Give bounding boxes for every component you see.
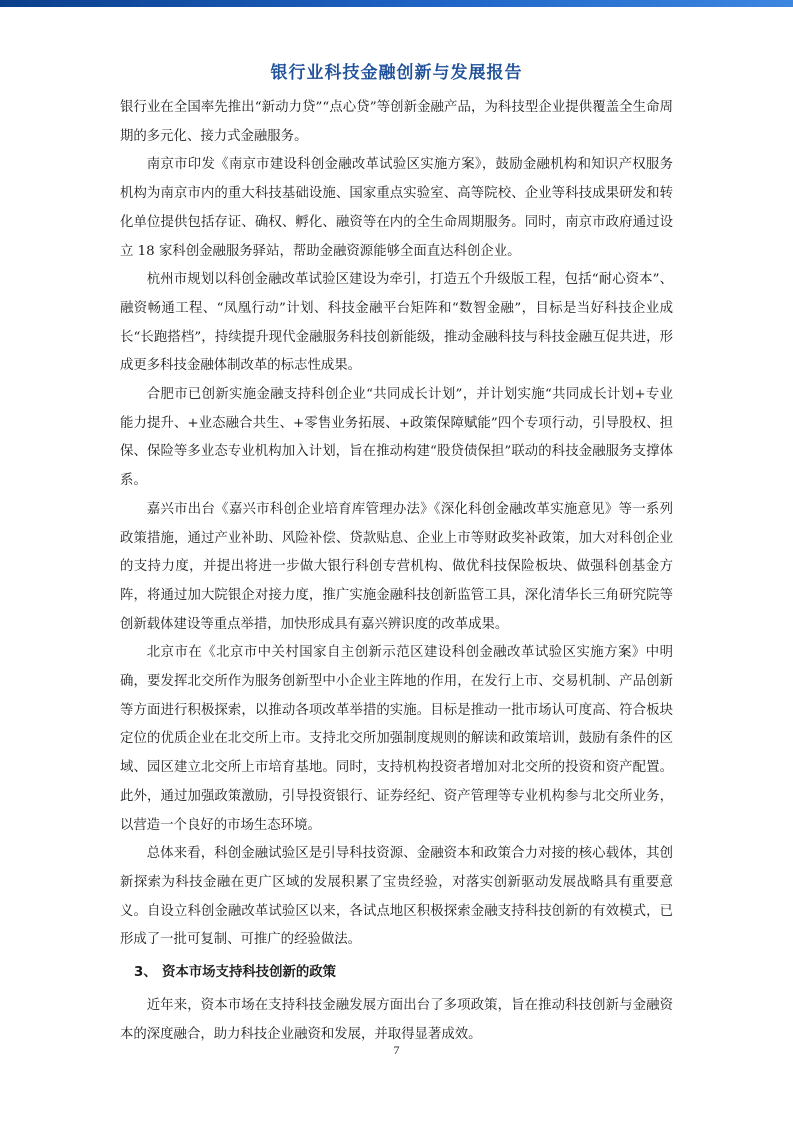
section-title: 资本市场支持科技创新的政策 — [162, 965, 337, 981]
section-number: 3、 — [134, 965, 157, 981]
body-paragraph: 合肥市已创新实施金融支持科创企业“共同成长计划”，并计划实施“共同成长计划+专业能力提升、+业态融合共生、+零售业务拓展、+政策保障赋能”四个专项行动，引导股权、担保、保险等多业态专业机构加入计划，旨在推动构建“股贷债保担”联动的科技金融服务支撑体系。 — [120, 387, 673, 489]
body-paragraph: 杭州市规划以科创金融改革试验区建设为牵引，打造五个升级版工程，包括“耐心资本”、融资畅通工程、“凤凰行动”计划、科技金融平台矩阵和“数智金融”，目标是当好科技企业成长“长跑搭档”，持续提升现代金融服务科技创新能级，推动金融科技与科技金融互促共进，形成更多科技金融体制改革的标志性成果。 — [120, 272, 673, 374]
document-body — [120, 94, 673, 1049]
body-paragraph: 南京市印发《南京市建设科创金融改革试验区实施方案》，鼓励金融机构和知识产权服务机构为南京市内的重大科技基础设施、国家重点实验室、高等院校、企业等科技成果研发和转化单位提供包括存证、确权、孵化、融资等在内的全生命周期服务。同时，南京市政府通过设立 18 家科创金融服务驿站，帮助金融资源能够全面直达科创企业。 — [120, 157, 673, 259]
body-paragraph: 总体来看，科创金融试验区是引导科技资源、金融资本和政策合力对接的核心载体，其创新探索为科技金融在更广区域的发展积累了宝贵经验，对落实创新驱动发展战略具有重要意义。自设立科创金融改革试验区以来，各试点地区积极探索金融支持科技创新的有效模式，已形成了一批可复制、可推广的经验做法。 — [120, 846, 673, 948]
body-paragraph: 近年来，资本市场在支持科技金融发展方面出台了多项政策，旨在推动科技创新与金融资本的深度融合，助力科技企业融资和发展，并取得显著成效。 — [120, 997, 673, 1042]
body-paragraph: 银行业在全国率先推出“新动力贷”“点心贷”等创新金融产品，为科技型企业提供覆盖全生命周期的多元化、接力式金融服务。 — [120, 100, 673, 144]
page-number: 7 — [393, 1043, 400, 1057]
report-header-title: 银行业科技金融创新与发展报告 — [270, 63, 523, 83]
header-color-band — [0, 0, 793, 7]
body-paragraph: 北京市在《北京市中关村国家自主创新示范区建设科创金融改革试验区实施方案》中明确，要发挥北交所作为服务创新型中小企业主阵地的作用，在发行上市、交易机制、产品创新等方面进行积极探索，以推动各项改革举措的实施。目标是推动一批市场认可度高、符合板块定位的优质企业在北交所上市。支持北交所加强制度规则的解读和政策培训，鼓励有条件的区域、园区建立北交所上市培育基地。同时，支持机构投资者增加对北交所的投资和资产配置。此外，通过加强政策激励，引导投资银行、证券经纪、资产管理等专业机构参与北交所业务，以营造一个良好的市场生态环境。 — [120, 645, 673, 833]
section-heading — [134, 959, 673, 988]
body-paragraph: 嘉兴市出台《嘉兴市科创企业培育库管理办法》《深化科创金融改革实施意见》等一系列政策措施，通过产业补助、风险补偿、贷款贴息、企业上市等财政奖补政策，加大对科创企业的支持力度，并提出将进一步做大银行科创专营机构、做优科技保险板块、做强科创基金方阵，将通过加大院银企对接力度，推广实施金融科技创新监管工具，深化清华长三角研究院等创新载体建设等重点举措，加快形成具有嘉兴辨识度的改革成果。 — [120, 501, 673, 632]
